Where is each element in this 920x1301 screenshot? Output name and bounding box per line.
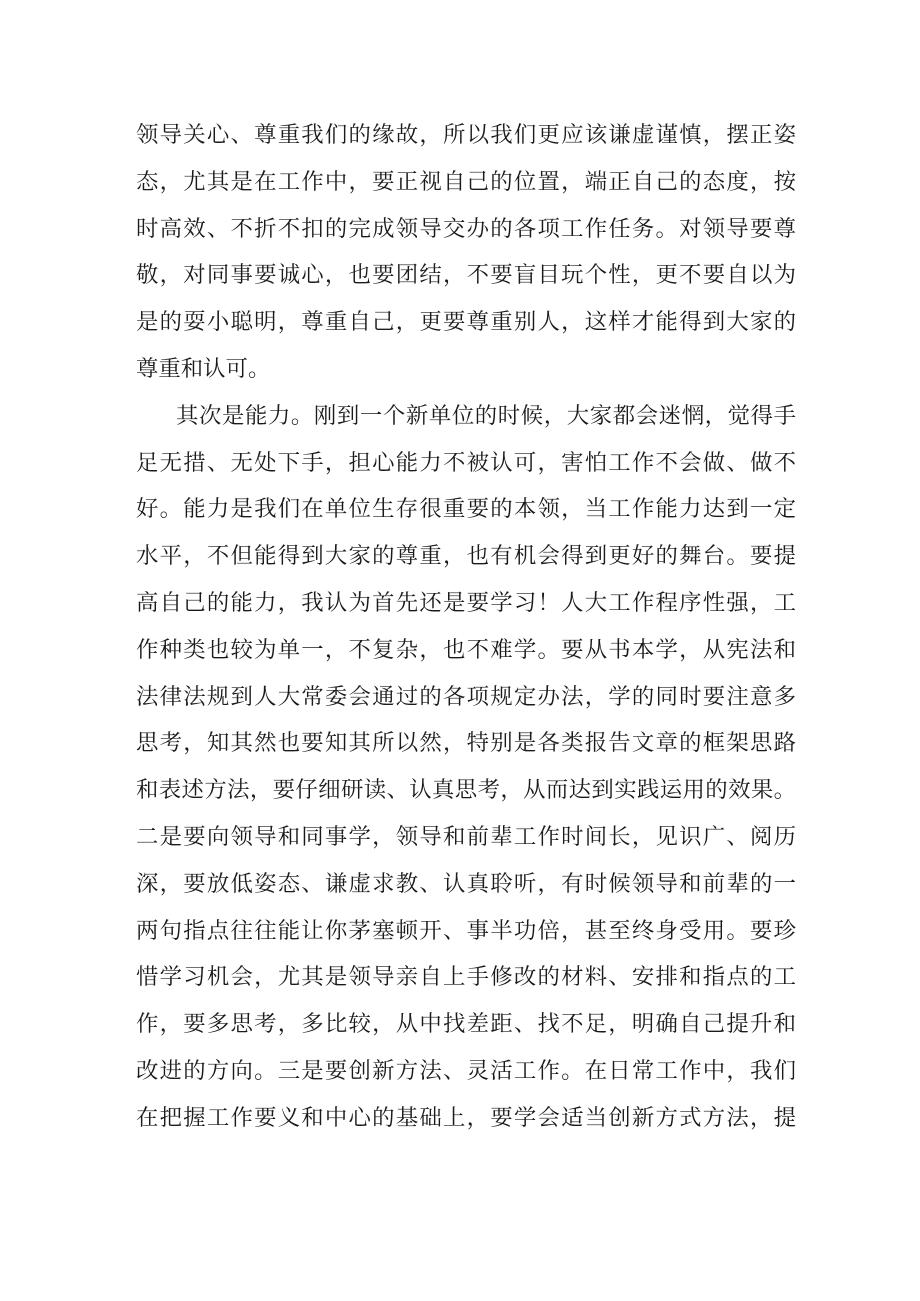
text-line: 足无措、无处下手，担心能力不被认可，害怕工作不会做、做不 [136,449,796,476]
text-line: 水平，不但能得到大家的尊重，也有机会得到更好的舞台。要提 [136,543,796,570]
text-line: 和表述方法，要仔细研读、认真思考，从而达到实践运用的效果。 [136,777,796,804]
text-line: 好。能力是我们在单位生存很重要的本领，当工作能力达到一定 [136,496,796,523]
text-line: 两句指点往往能让你茅塞顿开、事半功倍，甚至终身受用。要珍 [136,917,796,944]
text-line: 法律法规到人大常委会通过的各项规定办法，学的同时要注意多 [136,683,796,710]
text-line: 其次是能力。刚到一个新单位的时候，大家都会迷惘，觉得手 [176,402,796,429]
text-line: 改进的方向。三是要创新方法、灵活工作。在日常工作中，我们 [136,1057,796,1084]
text-line: 敬，对同事要诚心，也要团结，不要盲目玩个性，更不要自以为 [136,262,796,289]
text-line: 思考，知其然也要知其所以然，特别是各类报告文章的框架思路 [136,730,796,757]
text-line: 尊重和认可。 [136,355,271,382]
body-text [136,112,796,1142]
text-line: 在把握工作要义和中心的基础上，要学会适当创新方式方法，提 [136,1104,796,1131]
text-line: 深，要放低姿态、谦虚求教、认真聆听，有时候领导和前辈的一 [136,870,796,897]
text-line: 作种类也较为单一，不复杂，也不难学。要从书本学，从宪法和 [136,636,796,663]
text-line: 二是要向领导和同事学，领导和前辈工作时间长，见识广、阅历 [136,823,796,850]
text-line: 惜学习机会，尤其是领导亲自上手修改的材料、安排和指点的工 [136,964,796,991]
text-line: 是的耍小聪明，尊重自己，更要尊重别人，这样才能得到大家的 [136,309,796,336]
text-line: 态，尤其是在工作中，要正视自己的位置，端正自己的态度，按 [136,168,796,195]
text-line: 时高效、不折不扣的完成领导交办的各项工作任务。对领导要尊 [136,215,796,242]
text-line: 领导关心、尊重我们的缘故，所以我们更应该谦虚谨慎，摆正姿 [136,122,796,148]
text-line: 作，要多思考，多比较，从中找差距、找不足，明确自己提升和 [136,1011,796,1038]
text-line: 高自己的能力，我认为首先还是要学习！人大工作程序性强，工 [136,589,796,616]
